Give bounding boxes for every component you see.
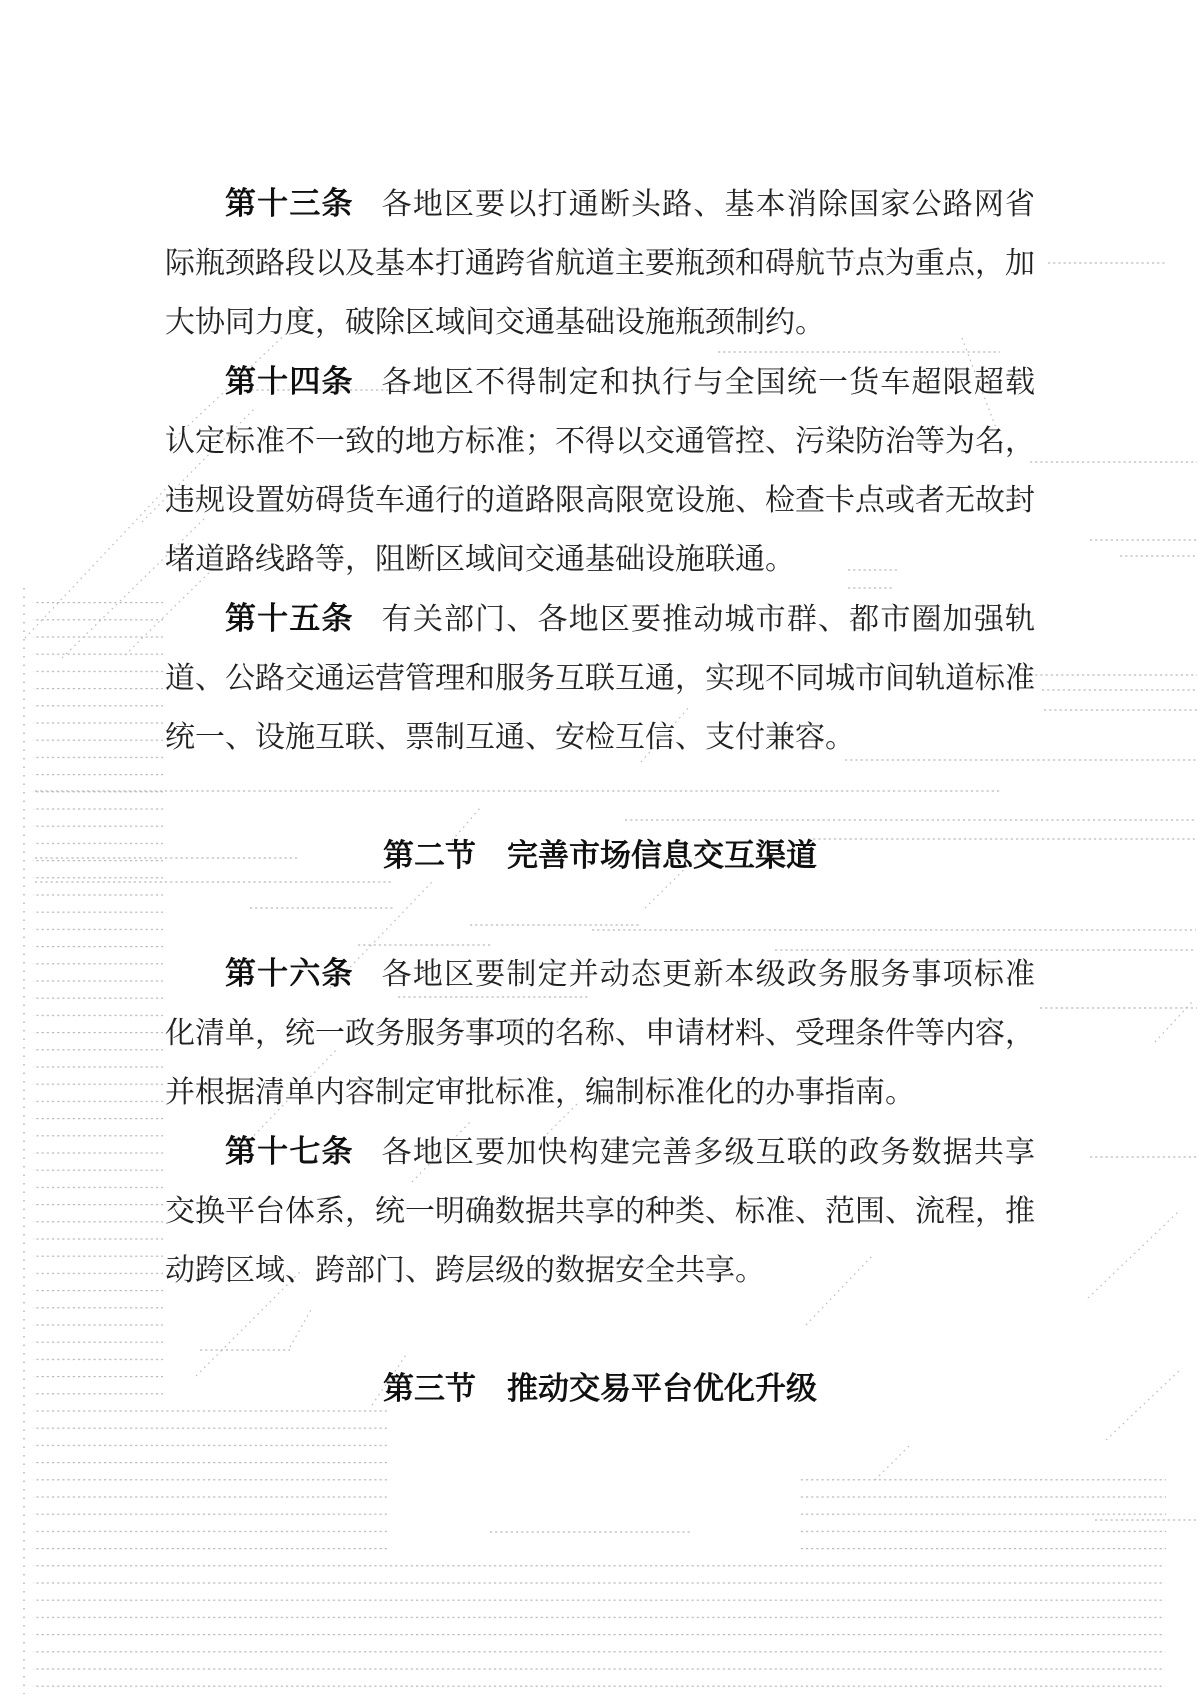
article-16-text: 各地区要制定并动态更新本级政务服务事项标准化清单，统一政务服务事项的名称、申请材料、受理条件等内容，并根据清单内容制定审批标准，编制标准化的办事指南。 <box>165 958 1036 1109</box>
article-14-paragraph <box>165 352 1035 589</box>
article-15-paragraph <box>165 589 1035 767</box>
document-body <box>165 174 1035 1477</box>
article-15-number: 第十五条 <box>225 601 354 636</box>
section-3-heading: 第三节 推动交易平台优化升级 <box>383 1371 817 1406</box>
article-14-number: 第十四条 <box>225 364 354 399</box>
section-2-heading: 第二节 完善市场信息交互渠道 <box>383 838 817 873</box>
article-16-number: 第十六条 <box>225 956 354 991</box>
article-13-text: 各地区要以打通断头路、基本消除国家公路网省际瓶颈路段以及基本打通跨省航道主要瓶颈和碍航节点为重点，加大协同力度，破除区域间交通基础设施瓶颈制约。 <box>165 188 1036 339</box>
article-15-text: 有关部门、各地区要推动城市群、都市圈加强轨道、公路交通运营管理和服务互联互通，实现不同城市间轨道标准统一、设施互联、票制互通、安检互信、支付兼容。 <box>165 603 1036 754</box>
article-13-number: 第十三条 <box>225 186 354 221</box>
article-13-paragraph <box>165 174 1035 352</box>
article-17-number: 第十七条 <box>225 1134 354 1169</box>
article-17-text: 各地区要加快构建完善多级互联的政务数据共享交换平台体系，统一明确数据共享的种类、标准、范围、流程，推动跨区域、跨部门、跨层级的数据安全共享。 <box>165 1136 1036 1287</box>
article-17-paragraph <box>165 1122 1035 1300</box>
article-16-paragraph <box>165 944 1035 1122</box>
article-14-text: 各地区不得制定和执行与全国统一货车超限超载认定标准不一致的地方标准；不得以交通管控、污染防治等为名，违规设置妨碍货车通行的道路限高限宽设施、检查卡点或者无故封堵道路线路等，阻断区域间交通基础设施联通。 <box>165 366 1036 576</box>
